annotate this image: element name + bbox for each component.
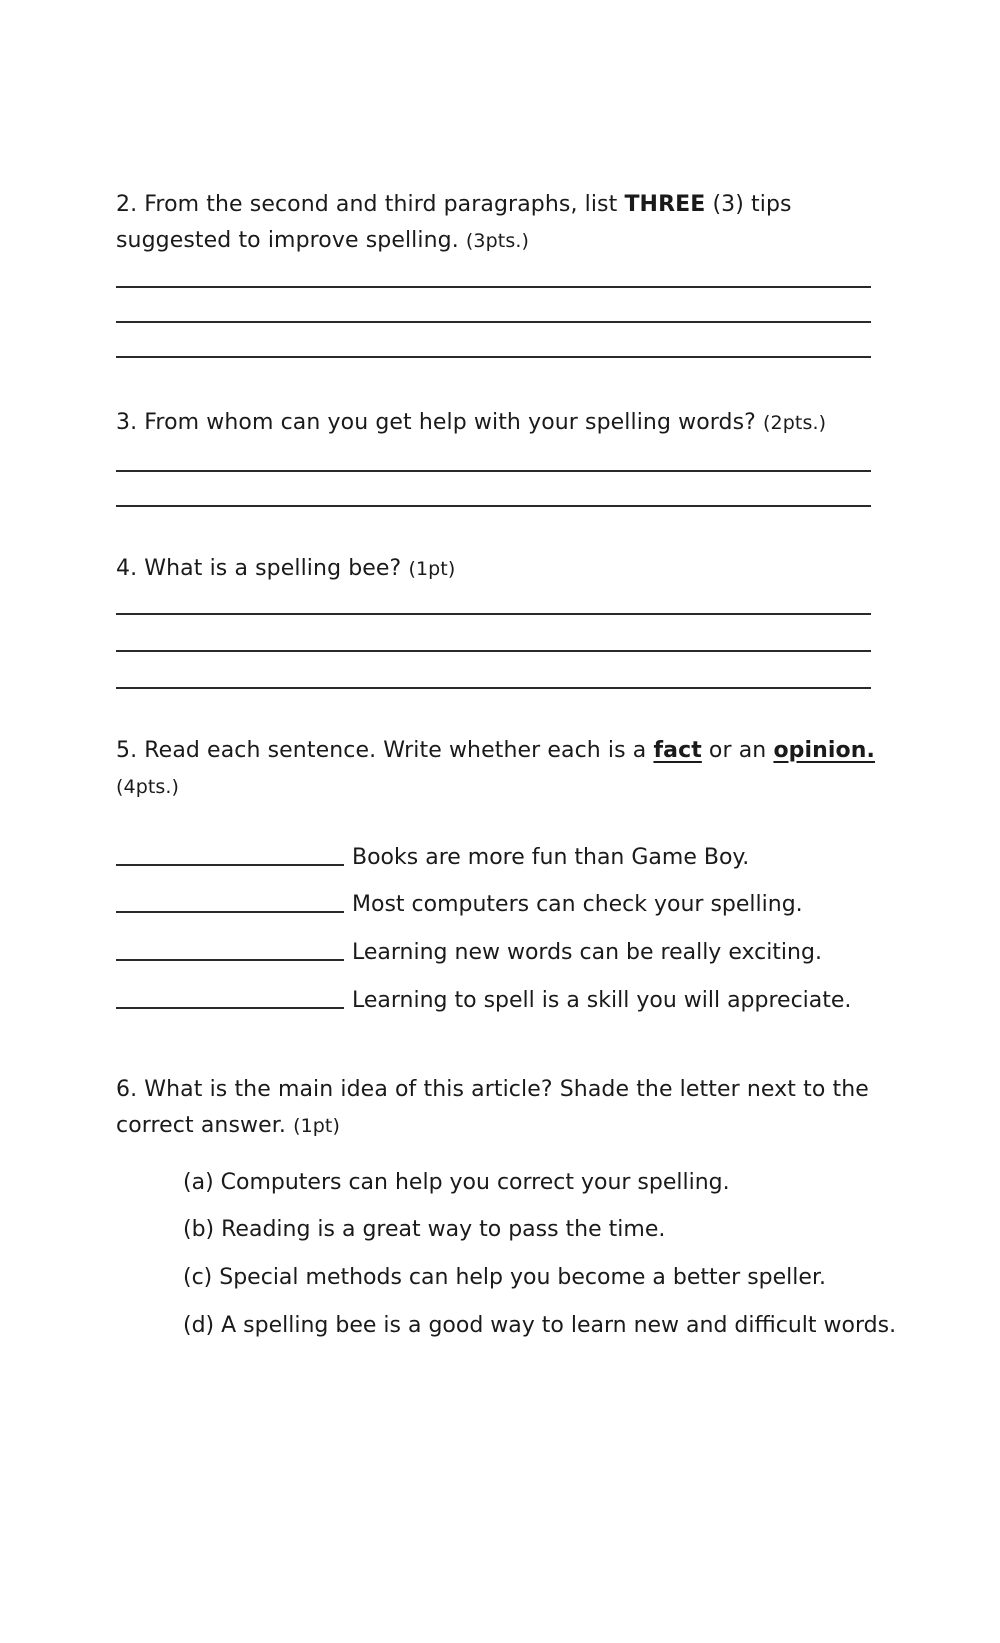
fact-opinion-blank-3[interactable]	[116, 959, 344, 961]
question-4-answer-line-2[interactable]	[116, 650, 871, 652]
question-6-points: (1pt)	[293, 1115, 340, 1137]
fact-opinion-item-3	[116, 935, 916, 971]
answer-option-d[interactable]: (d) A spelling bee is a good way to learn new and difficult words.	[183, 1313, 897, 1338]
question-2-text-line2: suggested to improve spelling.	[116, 228, 459, 253]
fact-opinion-item-1	[116, 840, 916, 876]
answer-option-b[interactable]: (b) Reading is a great way to pass the time.	[183, 1217, 666, 1242]
question-4-text: 4. What is a spelling bee?	[116, 556, 402, 581]
question-6-text-line2: correct answer.	[116, 1113, 286, 1138]
question-6-text: 6. What is the main idea of this article? Shade the letter next to the	[116, 1077, 869, 1102]
fact-opinion-sentence-2: Most computers can check your spelling.	[352, 892, 803, 917]
question-3-answer-line-1[interactable]	[116, 470, 871, 472]
answer-option-c[interactable]: (c) Special methods can help you become a better speller.	[183, 1265, 826, 1290]
question-3-text: 3. From whom can you get help with your spelling words?	[116, 410, 756, 435]
question-2-text: 2. From the second and third paragraphs, list	[116, 192, 625, 217]
question-2-points: (3pts.)	[465, 230, 529, 252]
question-5-fact-keyword: fact	[653, 738, 702, 763]
question-2-emphasis: THREE	[624, 192, 706, 217]
question-5-points: (4pts.)	[116, 776, 180, 798]
question-4-prompt	[116, 551, 876, 587]
fact-opinion-sentence-4: Learning to spell is a skill you will appreciate.	[352, 988, 852, 1013]
question-6-prompt	[116, 1072, 916, 1144]
answer-option-a[interactable]: (a) Computers can help you correct your spelling.	[183, 1170, 730, 1195]
question-5-prompt	[116, 733, 876, 805]
question-2-answer-line-1[interactable]	[116, 286, 871, 288]
question-4-answer-line-3[interactable]	[116, 687, 871, 689]
fact-opinion-item-2	[116, 887, 916, 923]
question-2-answer-line-3[interactable]	[116, 356, 871, 358]
question-4-points: (1pt)	[408, 558, 456, 580]
question-5-opinion-keyword: opinion.	[773, 738, 875, 763]
question-2-prompt	[116, 187, 876, 259]
fact-opinion-blank-1[interactable]	[116, 864, 344, 866]
question-5-text: 5. Read each sentence. Write whether each is a	[116, 738, 654, 763]
fact-opinion-sentence-3: Learning new words can be really exciting.	[352, 940, 822, 965]
question-3-points: (2pts.)	[763, 412, 827, 434]
fact-opinion-item-4	[116, 983, 916, 1019]
question-2-text-cont: (3) tips	[705, 192, 792, 217]
fact-opinion-blank-2[interactable]	[116, 911, 344, 913]
question-4-answer-line-1[interactable]	[116, 613, 871, 615]
question-5-text-cont: or an	[701, 738, 774, 763]
question-3-answer-line-2[interactable]	[116, 505, 871, 507]
fact-opinion-blank-4[interactable]	[116, 1007, 344, 1009]
fact-opinion-sentence-1: Books are more fun than Game Boy.	[352, 845, 750, 870]
question-3-prompt	[116, 405, 876, 441]
question-2-answer-line-2[interactable]	[116, 321, 871, 323]
